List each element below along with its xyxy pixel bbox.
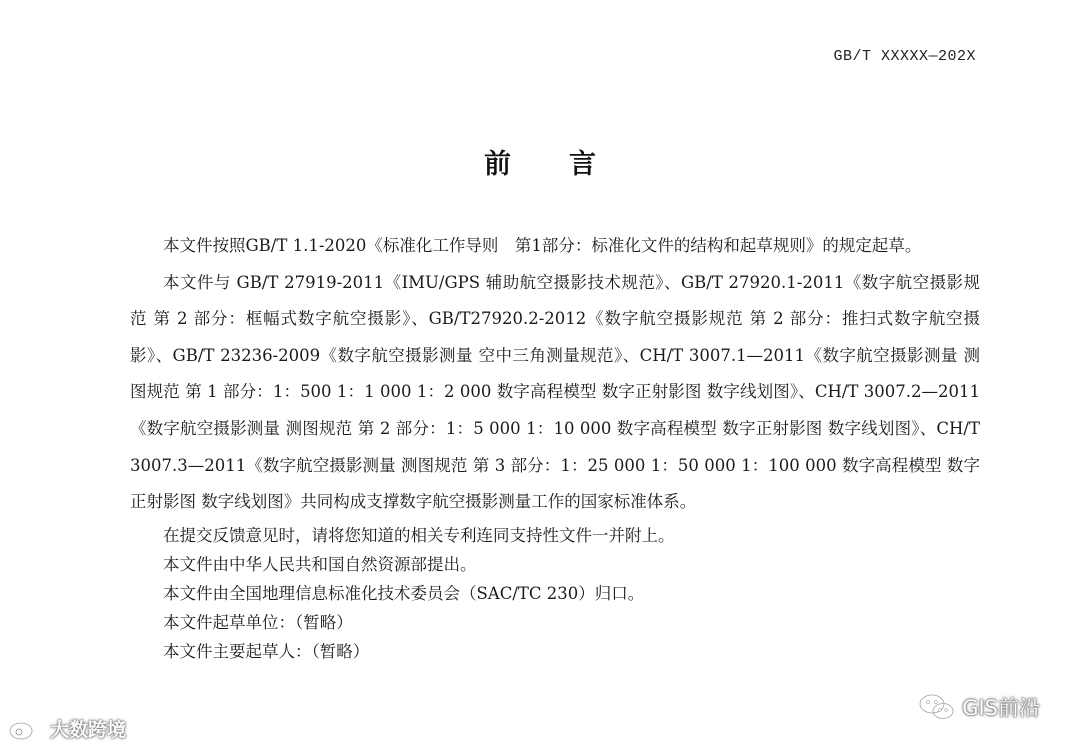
paragraph-drafting-rules: 本文件按照GB/T 1.1-2020《标准化工作导则 第1部分：标准化文件的结构和起草规则》的规定起草。 [163, 236, 922, 255]
wechat-icon [918, 692, 956, 722]
watermark-right [918, 692, 1040, 722]
paragraph-patent-notice: 在提交反馈意见时，请将您知道的相关专利连同支持性文件一并附上。 [163, 525, 675, 545]
page-title: 前言 [484, 149, 654, 180]
watermark-left-label: 大数跨境 [50, 718, 127, 741]
standard-code: GB/T XXXXX—202X [833, 48, 976, 65]
watermark-right-label: GIS前沿 [962, 696, 1040, 720]
paragraph-drafting-unit: 本文件起草单位：（暂略） [163, 612, 353, 632]
watermark-left [6, 714, 126, 742]
paragraph-administered-by: 本文件由全国地理信息标准化技术委员会（SAC/TC 230）归口。 [163, 583, 645, 603]
paragraph-drafters: 本文件主要起草人：（暂略） [163, 641, 370, 661]
weibo-icon [6, 714, 46, 742]
paragraph-proposed-by: 本文件由中华人民共和国自然资源部提出。 [163, 554, 477, 574]
document-body [130, 228, 980, 666]
paragraph-related-standards: 本文件与 GB/T 27919-2011《IMU/GPS 辅助航空摄影技术规范》、GB/T 27920.1-2011《数字航空摄影规范 第 2 部分：框幅式数字航空摄影》、GB/T27920.2-2012《数字航空摄影规范 第 2 部分：推扫式数字航空摄影》、GB/T 23236-2009《数字航空摄影测量 空中三角测量规范》、CH/T 3007.1—2011《数字航空摄影测量 测图规范 第 1 部分：1：500 1：1 000 1：2 000 数字高程模型 数字正射影图 数字线划图》、CH/T 3007.2—2011《数字航空摄影测量 测图规范 第 2 部分：1：5 000 1：10 000 数字高程模型 数字正射影图 数字线划图》、CH/T 3007.3—2011《数字航空摄影测量 测图规范 第 3 部分：1：25 000 1：50 000 1：100 000 数字高程模型 数字正射影图 数字线划图》共同构成支撑数字航空摄影测量工作的国家标准体系。 [130, 272, 980, 512]
